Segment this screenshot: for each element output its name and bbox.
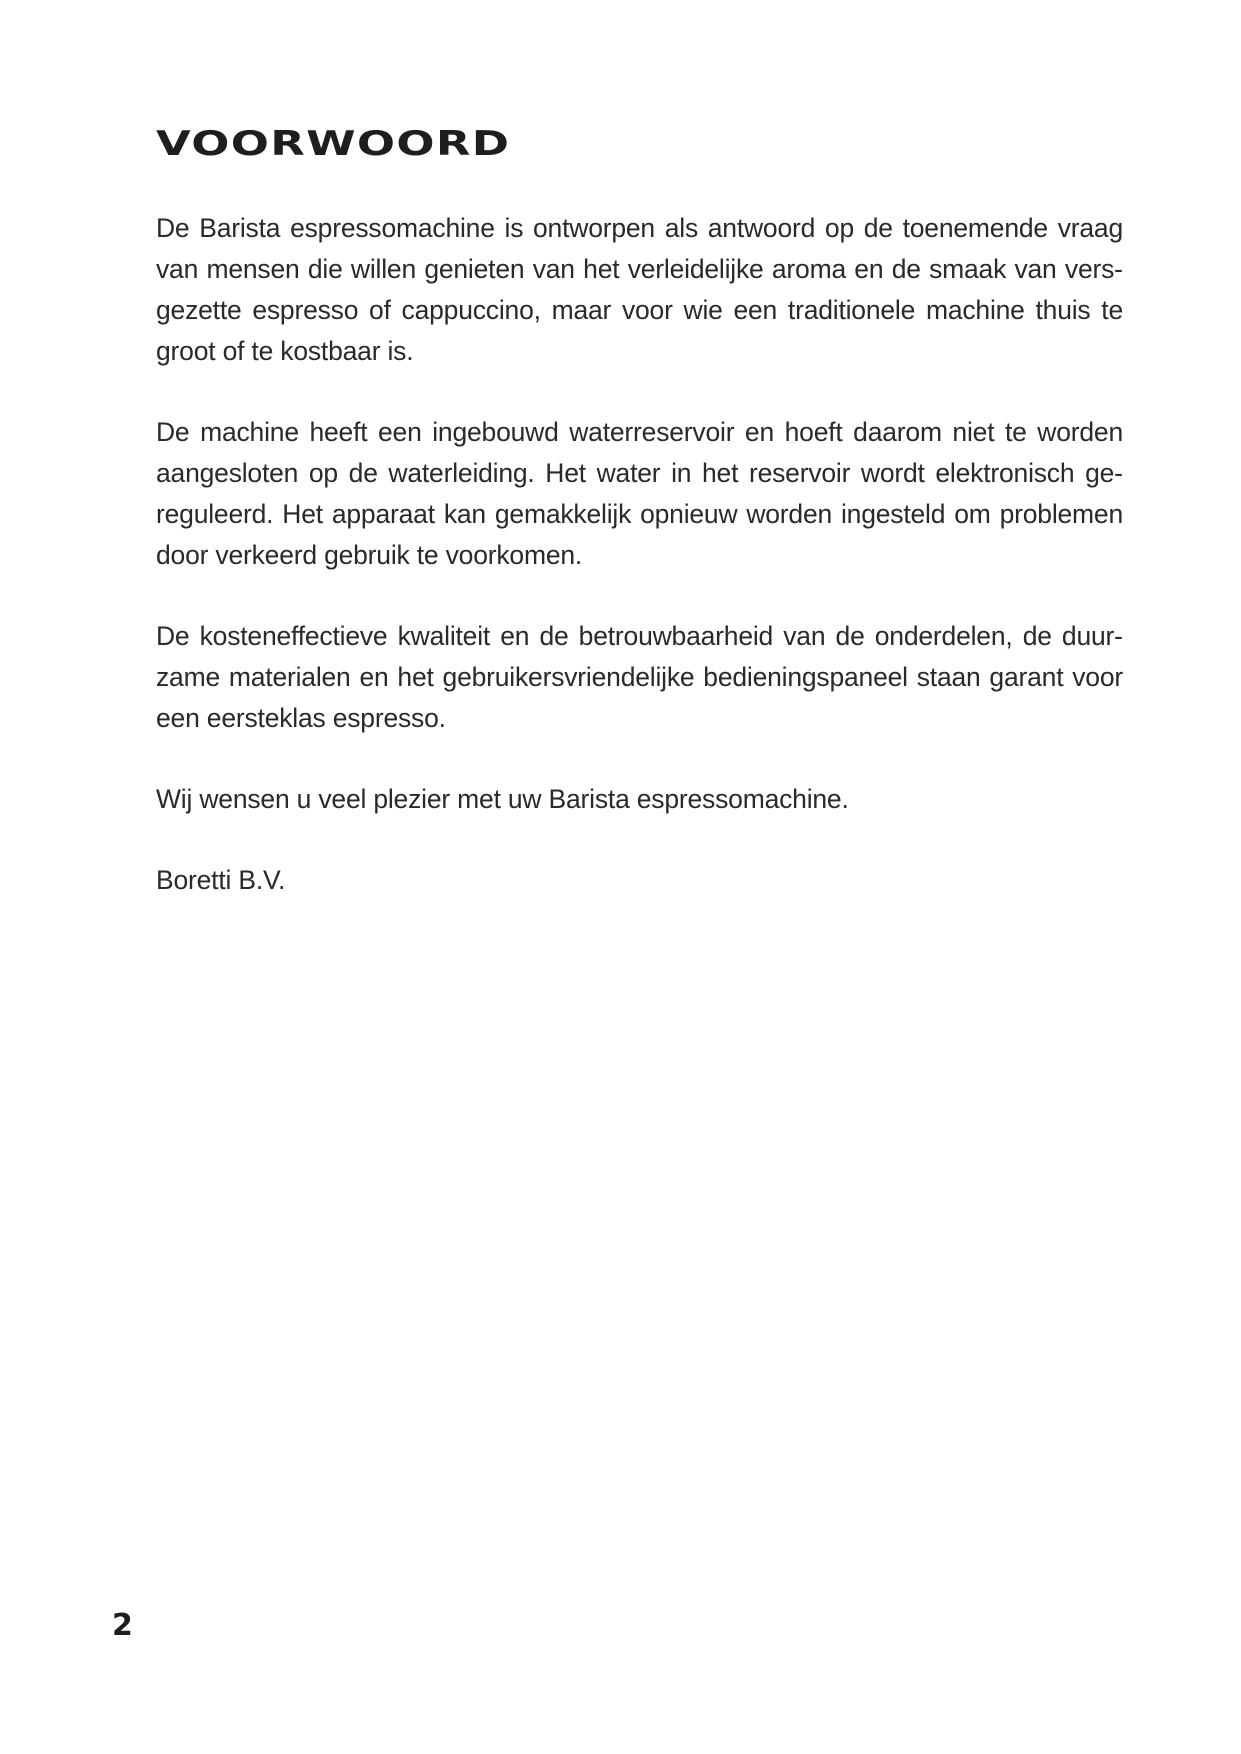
signature-company: Boretti B.V. xyxy=(156,865,286,895)
paragraph-reservoir: De machine heeft een ingebouwd waterreservoir en hoeft daarom niet te worden aangesloten op de waterleiding. Het water in het reservoir wordt elektronisch gereguleerd. Het apparaat kan gemakkelijk opnieuw worden ingesteld om problemen door verkeerd gebruik te voorkomen. xyxy=(156,417,1123,570)
body-text xyxy=(156,208,1123,941)
page-title: VOORWOORD xyxy=(156,124,511,164)
paragraph-quality: De kosteneffectieve kwaliteit en de betrouwbaarheid van de onderdelen, de duurzame materialen en het gebruikersvriendelijke bedieningspaneel staan garant voor een eersteklas espresso. xyxy=(156,621,1123,733)
page-number: 2 xyxy=(112,1608,133,1643)
paragraph-wishes: Wij wensen u veel plezier met uw Barista espressomachine. xyxy=(156,784,849,814)
paragraph-intro: De Barista espressomachine is ontworpen als antwoord op de toenemende vraag van mensen die willen genieten van het verleidelijke aroma en de smaak van versgezette espresso of cappuccino, maar voor wie een traditionele machine thuis te groot of te kostbaar is. xyxy=(156,213,1123,366)
